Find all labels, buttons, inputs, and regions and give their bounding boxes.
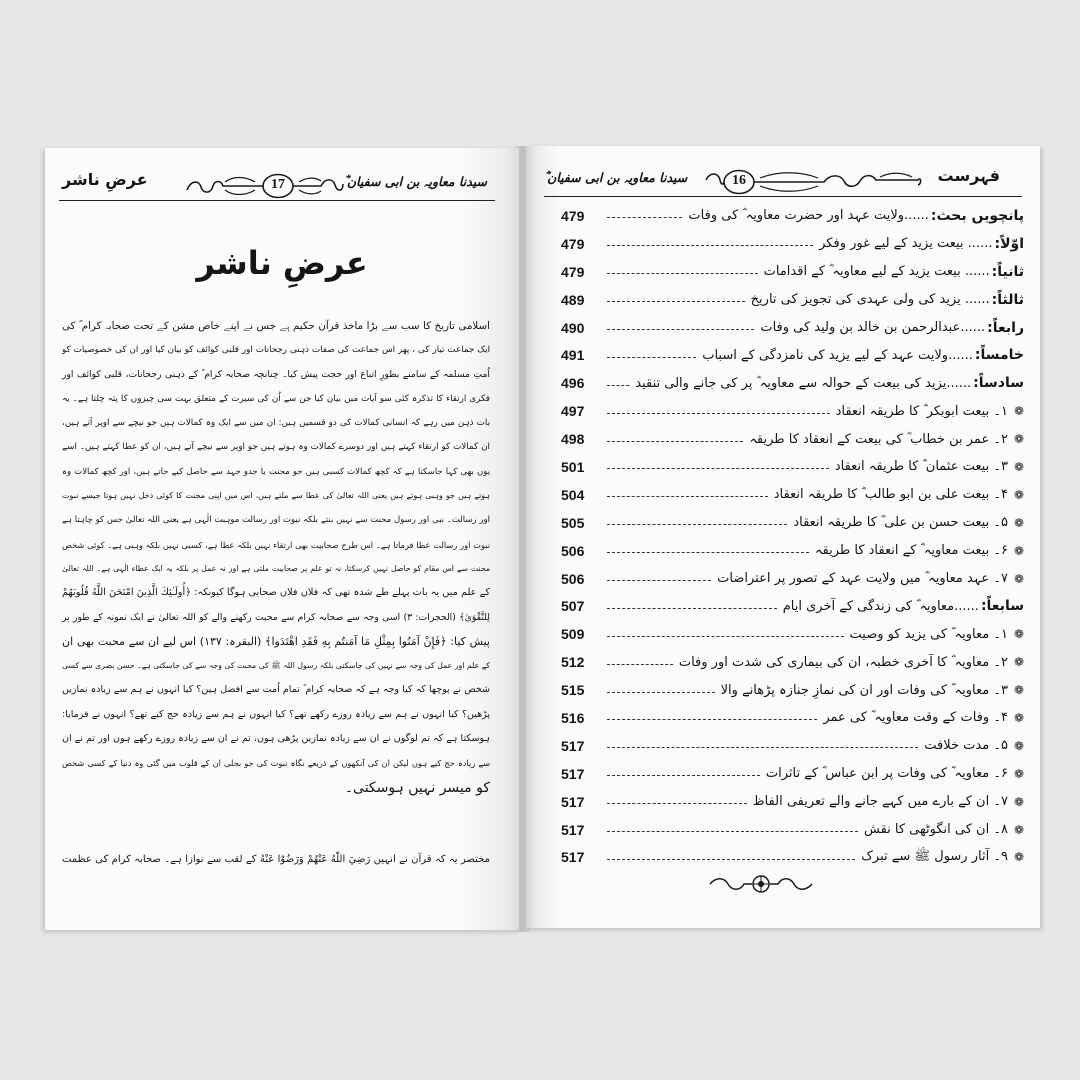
toc-leader	[607, 803, 747, 804]
toc-entry-title: ۳۔ معاویہ ؓ کی وفات اور ان کی نمازِ جنازہ پڑھانے والا	[720, 682, 1008, 698]
toc-entry-title: ...... یزید کی ولی عہدی کی تجویز کی تاریخ	[750, 292, 990, 308]
toc-entry-page: 490	[561, 319, 585, 336]
preface-body	[62, 314, 490, 800]
toc-entry	[561, 230, 1024, 258]
toc-entry-page: 489	[561, 291, 585, 308]
right-page	[526, 146, 1040, 928]
toc-entry	[561, 704, 1024, 732]
toc-entry	[561, 481, 1024, 509]
flower-bullet-icon	[1014, 711, 1024, 725]
toc-entry-title: ۹۔ آثار رسول ﷺ سے تبرک	[861, 848, 1008, 864]
toc-entry-page: 479	[561, 235, 585, 252]
toc-entry	[561, 676, 1024, 704]
text-line: فکری ارتقاء کا تذکرہ کئی سو آیات میں بیان کیا جن سے اُن کی سیرت کے متعلق بہت سی چیزوں کا پتہ چلتا ہے۔ یہ	[62, 393, 490, 404]
toc-entry-page: 479	[561, 263, 585, 280]
text-line: ہوتے ہیں جو وہبی ہوتے ہیں یعنی اللہ تعالیٰ کی عطا سے ملتے ہیں، اس میں اپنی محنت کا کوئی دخل نہیں ہوتا جیسے نبوت	[62, 491, 490, 501]
flower-bullet-icon	[1014, 460, 1024, 474]
toc-entry-page: 479	[561, 207, 585, 224]
toc-leader	[607, 608, 777, 609]
toc-entry	[561, 760, 1024, 788]
toc-entry	[561, 816, 1024, 844]
text-line: یوں بھی کہا جاسکتا ہے کہ کچھ کمالات کسبی ہیں جو محنت یا جدو جہد سے حاصل کیے جاتے ہیں، اور کچھ کمالات وہ	[62, 466, 490, 477]
toc-entry	[561, 425, 1024, 453]
page-number: 17	[271, 177, 285, 192]
floral-divider-icon	[706, 872, 816, 896]
text-line: نبوت اور رسالت عطا فرماتا ہے۔ اس طرح صحابیت بھی ارتقاء نہیں بلکہ عطا ہے، کسبی نہیں بلکہ وہبی ہے۔ کوئی شخص	[62, 539, 490, 550]
running-title: سیدنا معاویہ بن ابی سفیان ؓ	[544, 170, 688, 185]
toc-entry-label: ثالثاً:	[991, 291, 1024, 308]
toc-entry	[561, 565, 1024, 593]
flower-bullet-icon	[1014, 627, 1024, 641]
flower-bullet-icon	[1014, 544, 1024, 558]
toc-leader	[607, 217, 682, 218]
text-line: شخص نے پوچھا کہ کیا وجہ ہے کہ صحابہ کرام ؓ تمام اُمت سے افضل ہیں؟ کیا انہوں نے ہم سے زیادہ نمازیں	[62, 684, 490, 696]
flower-bullet-icon	[1014, 767, 1024, 781]
toc-entry-page: 517	[561, 737, 585, 754]
toc-entry	[561, 341, 1024, 369]
toc-leader	[607, 413, 830, 414]
toc-entry-page: 517	[561, 821, 585, 838]
flower-bullet-icon	[1014, 850, 1024, 864]
flower-bullet-icon	[1014, 683, 1024, 697]
toc-leader	[607, 859, 855, 860]
toc-leader	[607, 385, 629, 386]
toc-entry-page: 497	[561, 403, 585, 420]
toc-entry-title: ۷۔ عہد معاویہ ؓ میں ولایت عہد کے تصور پر اعتراضات	[717, 571, 1008, 587]
toc-entry	[561, 592, 1024, 620]
toc-entry-title: ۳۔ بیعت عثمان ؓ کا طریقہ انعقاد	[834, 459, 1008, 475]
flower-bullet-icon	[1014, 488, 1024, 502]
toc-entry-label: ثانیاً:	[991, 263, 1024, 280]
toc-entry-page: 505	[561, 514, 585, 531]
toc-entry	[561, 620, 1024, 648]
flower-bullet-icon	[1014, 432, 1024, 446]
toc-entry	[561, 314, 1024, 342]
text-line: ہوسکتا ہے کہ تم لوگوں نے ان سے زیادہ نمازیں پڑھی ہوں، تم نے ان سے زیادہ روزے رکھے ہوں اور تم نے ان	[62, 733, 490, 745]
toc-entry	[561, 537, 1024, 565]
toc-leader	[607, 636, 844, 637]
flower-bullet-icon	[1014, 655, 1024, 669]
running-title: سیدنا معاویہ بن ابی سفیان ؓ	[343, 174, 487, 189]
toc-entry-page: 498	[561, 431, 585, 448]
toc-leader	[607, 692, 715, 693]
toc-entry-title: ۵۔ مدت خلافت	[924, 738, 1008, 754]
toc-entry-page: 506	[561, 570, 585, 587]
toc-entry-title: ۵۔ بیعت حسن بن علی ؓ کا طریقہ انعقاد	[793, 515, 1008, 531]
toc-entry-title: ۲۔ معاویہ ؓ کا آخری خطبہ، ان کی بیماری کی شدت اور وفات	[678, 654, 1008, 670]
toc-entry	[561, 509, 1024, 537]
toc-entry-page: 501	[561, 458, 585, 475]
header-section-name: عرضِ ناشر	[62, 170, 148, 189]
toc-entry	[561, 453, 1024, 481]
toc-entry	[561, 648, 1024, 676]
left-page	[45, 148, 519, 930]
text-line: پڑھیں؟ کیا انہوں نے ہم سے زیادہ روزے رکھے تھے؟ کیا انہوں نے ہم سے زیادہ حج کیے تھے؟ انہوں نے فرمایا:	[62, 708, 490, 720]
toc-leader	[607, 357, 696, 358]
toc-entry-title: ......معاویہ ؓ کی زندگی کے آخری ایام	[782, 598, 979, 614]
header-section-name: فہرست	[937, 166, 1000, 185]
text-line: اُمتِ مسلمہ کے سامنے بطورِ اتباع اور حجت پیش کیا۔ چنانچہ صحابہ کرام ؓ کے ذہنی رجحانات، قلبی کوائف اور	[62, 368, 490, 380]
toc-entry	[561, 732, 1024, 760]
text-line: بات ذہن میں رہے کہ انسانی کمالات کی دو قسمیں ہیں: ان میں سے ایک وہ کمالات ہیں جو نیچے سے اوپر آتے ہیں،	[62, 418, 490, 429]
toc-entry-page: 517	[561, 765, 585, 782]
page-title: عرضِ ناشر	[196, 244, 368, 282]
toc-leader	[607, 524, 787, 525]
toc-entry-label: اوّلاً:	[994, 235, 1024, 252]
toc-entry	[561, 788, 1024, 816]
toc-entry-title: ۸۔ ان کی انگوٹھی کا نقش	[864, 822, 1008, 838]
toc-entry-title: ۶۔ بیعت معاویہ ؓ کے انعقاد کا طریقہ	[814, 543, 1008, 559]
toc-entry-title: ......ولایت عہد کے لیے یزید کی نامزدگی کے اسباب	[702, 347, 973, 363]
toc-leader	[607, 747, 918, 748]
toc-entry-title: ...... بیعت یزید کے لیے غور وفکر	[819, 236, 993, 252]
toc-entry-title: ۴۔ بیعت علی بن ابو طالب ؓ کا طریقہ انعقاد	[773, 487, 1008, 503]
toc-entry	[561, 258, 1024, 286]
toc-entry	[561, 369, 1024, 397]
toc-leader	[607, 245, 813, 246]
text-line: کے علم میں یہ بات پہلے طے شدہ تھی کہ فلاں فلاں صحابی ہوگا کیونکہ: ﴿أُولَـٰئِكَ الَّذِينَ امْتَحَنَ اللَّهُ قُلُوبَهُمْ	[62, 587, 490, 599]
toc-entry-label: سابعاً:	[980, 598, 1024, 615]
toc-entry-title: ۷۔ ان کے بارے میں کہے جانے والے تعریفی الفاظ	[752, 794, 1008, 810]
toc-entry-page: 496	[561, 375, 585, 392]
text-line: کے علم اور عمل کی وجہ سے نہیں کی جاسکتی بلکہ رسول اللہ ﷺ کی محبت کی وجہ سے کی جاسکتی ہے۔ حسن بصری سے کسی	[62, 661, 490, 671]
toc-entry	[561, 286, 1024, 314]
flower-bullet-icon	[1014, 823, 1024, 837]
toc-leader	[607, 301, 745, 302]
toc-entry	[561, 843, 1024, 871]
toc-entry-label: رابعاً:	[987, 319, 1024, 336]
text-line: ان کمالات کو ارتقاء کہتے ہیں اور دوسرے کمالات وہ ہوتے ہیں جو اوپر سے نیچے آتے ہیں، ان کو عطا کہتے ہیں۔ اسے	[62, 442, 490, 453]
toc-entry-title: ...... بیعت یزید کے لیے معاویہ ؓ کے اقدامات	[763, 264, 990, 280]
toc-entry-page: 491	[561, 347, 585, 364]
toc-entry-title: ۱۔ بیعت ابوبکر ؓ کا طریقہ انعقاد	[835, 403, 1008, 419]
flower-bullet-icon	[1014, 516, 1024, 530]
text-line: محنت سے اس مقام کو حاصل نہیں کرسکتا، نہ تو علم پر صحابیت ملتی ہے اور نہ عمل پر بلکہ یہ ایک عطاء الٰہی ہے۔ اللہ تعالیٰ	[62, 563, 490, 573]
flower-bullet-icon	[1014, 404, 1024, 418]
text-line: اور رسالت۔ نبی اور رسول محنت سے نہیں بنتے بلکہ نبوت اور رسالت موہبت الٰہی ہے یعنی اللہ تعالیٰ جس کو چاہتا ہے	[62, 515, 490, 526]
toc-entry-title: ......یزید کی بیعت کے حوالہ سے معاویہ ؓ پر کی جانے والی تنقید	[635, 375, 972, 391]
toc-entry-page: 517	[561, 793, 585, 810]
toc-leader	[607, 775, 760, 776]
toc-leader	[607, 496, 768, 497]
toc-entry	[561, 397, 1024, 425]
toc-leader	[607, 552, 809, 553]
toc-entry-title: ۲۔ عمر بن خطاب ؓ کی بیعت کے انعقاد کا طریقہ	[749, 431, 1008, 447]
text-line: اسلامی تاریخ کا سب سے بڑا ماخذ قرآن حکیم ہے جس نے اپنے خاص مشن کے تحت صحابہ کرام ؓ کی	[62, 320, 490, 332]
toc-entry-label: خامساً:	[974, 347, 1024, 364]
toc-entry-page: 517	[561, 849, 585, 866]
toc-entry-title: ......عبدالرحمن بن خالد بن ولید کی وفات	[760, 320, 986, 335]
toc-leader	[607, 468, 829, 469]
toc-entry-label: پانچویں بحث:	[930, 207, 1024, 224]
table-of-contents	[561, 202, 1024, 871]
header-rule	[544, 196, 1022, 197]
toc-entry-page: 509	[561, 626, 585, 643]
flower-bullet-icon	[1014, 572, 1024, 586]
toc-leader	[607, 329, 754, 330]
toc-entry-page: 504	[561, 486, 585, 503]
closing-line: مختصر یہ کہ قرآن نے انہیں رَضِيَ اللّٰهُ عَنْهُمْ وَرَضُوْا عَنْهُ کے لقب سے نوازا ہے۔ صحابہ کرام کی عظمت	[62, 854, 490, 865]
toc-entry-title: ۴۔ وفات کے وقت معاویہ ؓ کی عمر	[823, 710, 1008, 726]
toc-leader	[607, 664, 673, 665]
toc-entry-title: ۶۔ معاویہ ؓ کی وفات پر ابن عباس ؓ کے تاثرات	[765, 766, 1008, 782]
toc-entry-label: سادساً:	[973, 375, 1024, 392]
text-line: سے زیادہ حج کیے ہوں لیکن ان کی آنکھوں کے ذریعے نگاہ نبوت کی جو بجلی ان کے قلوب میں گئی وہ دنیا کے کسی شخص	[62, 758, 490, 769]
toc-entry	[561, 202, 1024, 230]
text-line: کو میسر نہیں ہوسکتی۔	[344, 779, 490, 796]
flower-bullet-icon	[1014, 739, 1024, 753]
header-rule	[59, 200, 495, 201]
text-line: ایک جماعت تیار کی ، پھر اس جماعت کی صفات ذہنی رجحانات اور قلبی کوائف کو بیان کیا اور ان کی خصوصیات کو	[62, 345, 490, 356]
toc-leader	[607, 719, 817, 720]
toc-entry-page: 507	[561, 598, 585, 615]
text-line: پیش کیا: ﴿فَإِنْ آمَنُوا بِمِثْلِ مَا آمَنتُم بِهِ فَقَدِ اهْتَدَوا﴾ (البقرہ: ۱۳۷) اس لیے ان سے محبت بھی ان	[62, 634, 490, 648]
toc-entry-page: 506	[561, 542, 585, 559]
toc-leader	[607, 441, 743, 442]
toc-entry-title: ......ولایت عہد اور حضرت معاویہ ؓ کی وفات	[688, 208, 929, 224]
toc-leader	[607, 831, 858, 832]
toc-entry-page: 516	[561, 709, 585, 726]
page-number: 16	[732, 173, 746, 188]
toc-leader	[607, 273, 758, 274]
text-line: لِلتَّقْوَىٰ﴾ (الحجرات: ۳) اسی وجہ سے صحابہ کرام سے محبت رکھنے والے کو اللہ تعالیٰ نے ایک نمونہ کے طور پر	[62, 611, 490, 623]
toc-entry-page: 512	[561, 654, 585, 671]
toc-entry-page: 515	[561, 682, 585, 699]
toc-leader	[607, 580, 711, 581]
toc-entry-title: ۱۔ معاویہ ؓ کی یزید کو وصیت	[849, 626, 1008, 642]
flower-bullet-icon	[1014, 795, 1024, 809]
